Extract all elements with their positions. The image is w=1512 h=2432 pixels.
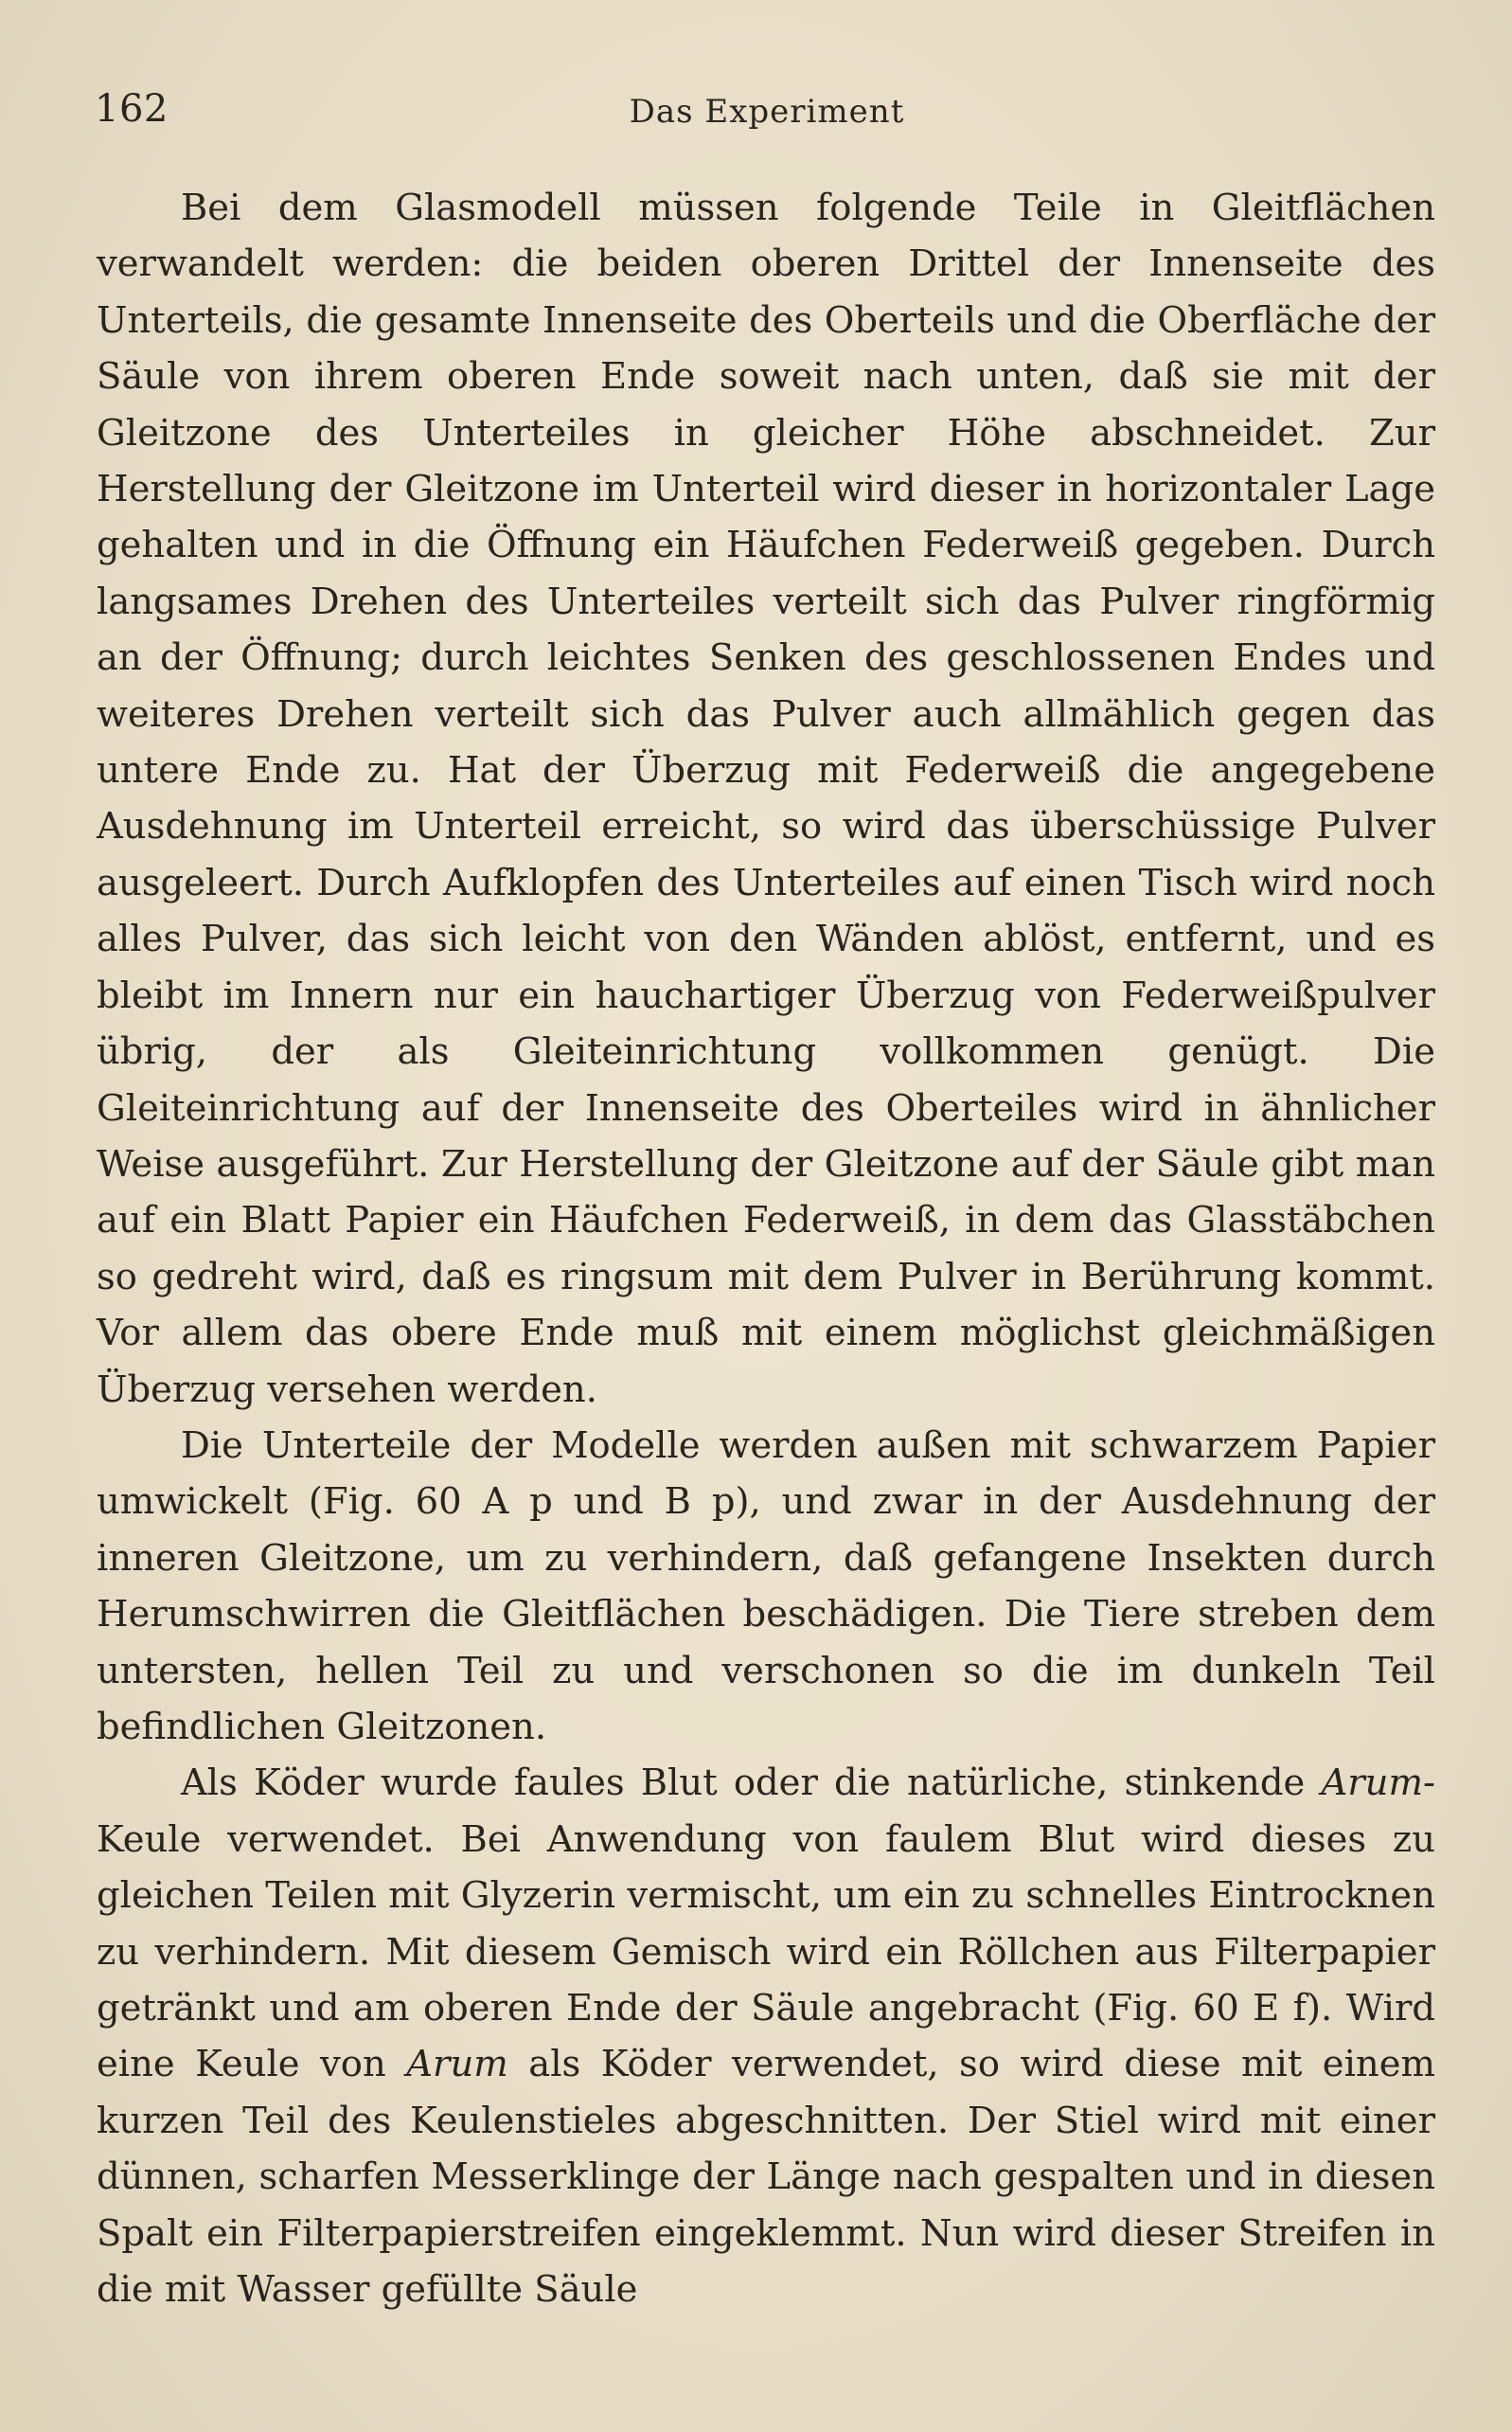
- paragraph-text: Die Unterteile der Modelle werden außen mit schwarzem Papier umwickelt (Fig. 60 A p und B p), und zwar in der Ausdehnung der inneren Gleitzone, um zu verhindern, daß gefangene Insekten durch Herumschwirren die Gleitflächen beschädigen. Die Tiere streben dem untersten, hellen Teil zu und verschonen so die im dunkeln Teil befindlichen Gleitzonen.: [97, 1423, 1435, 1748]
- taxon-name: Arum: [1321, 1761, 1423, 1805]
- paragraph-text: als Köder verwendet, so wird diese mit einem kurzen Teil des Keulenstieles abgeschnitten. Der Stiel wird mit einer dünnen, scharfen Messerklinge der Länge nach gespalten und in diesen Spalt ein Filterpapierstreifen eingeklemmt. Nun wird dieser Streifen in die mit Wasser gefüllte Säule: [97, 2043, 1435, 2312]
- body-text: [97, 180, 1435, 2317]
- page-number: 162: [95, 87, 169, 131]
- paragraph-black-paper: [97, 1418, 1435, 1755]
- paragraph-text: -Keule verwendet. Bei Anwendung von faulem Blut wird dieses zu gleichen Teilen mit Glyzerin vermischt, um ein zu schnelles Eintrocknen zu verhindern. Mit diesem Gemisch wird ein Röllchen aus Filterpapier getränkt und am oberen Ende der Säule angebracht (Fig. 60 E f). Wird eine Keule von: [97, 1761, 1435, 2086]
- page-header: [95, 87, 1439, 144]
- paragraph-bait: [97, 1755, 1435, 2317]
- taxon-name: Arum: [406, 2043, 508, 2086]
- paragraph-glass-model: [97, 180, 1435, 1418]
- paragraph-text: Bei dem Glasmodell müssen folgende Teile in Gleitflächen verwandelt werden: die beiden oberen Drittel der Innenseite des Unterteils, die gesamte Innenseite des Oberteils und die Oberfläche der Säule von ihrem oberen Ende soweit nach unten, daß sie mit der Gleitzone des Unterteiles in gleicher Höhe abschneidet. Zur Herstellung der Gleitzone im Unterteil wird dieser in horizontaler Lage gehalten und in die Öffnung ein Häufchen Federweiß gegeben. Durch langsames Drehen des Unterteiles verteilt sich das Pulver ringförmig an der Öffnung; durch leichtes Senken des geschlossenen Endes und weiteres Drehen verteilt sich das Pulver auch allmählich gegen das untere Ende zu. Hat der Überzug mit Federweiß die angegebene Ausdehnung im Unterteil erreicht, so wird das überschüssige Pulver ausgeleert. Durch Aufklopfen des Unterteiles auf einen Tisch wird noch alles Pulver, das sich leicht von den Wänden ablöst, entfernt, und es bleibt im Innern nur ein hauchartiger Überzug von Federweißpulver übrig, der als Gleiteinrichtung vollkommen genügt. Die Gleiteinrichtung auf der Innenseite des Oberteiles wird in ähnlicher Weise ausgeführt. Zur Herstellung der Gleitzone auf der Säule gibt man auf ein Blatt Papier ein Häufchen Federweiß, in dem das Glasstäbchen so gedreht wird, daß es ringsum mit dem Pulver in Berührung kommt. Vor allem das obere Ende muß mit einem möglichst gleichmäßigen Überzug versehen werden.: [97, 187, 1435, 1411]
- paragraph-text: Als Köder wurde faules Blut oder die natürliche, stinkende: [181, 1761, 1322, 1805]
- running-title: Das Experiment: [629, 93, 905, 131]
